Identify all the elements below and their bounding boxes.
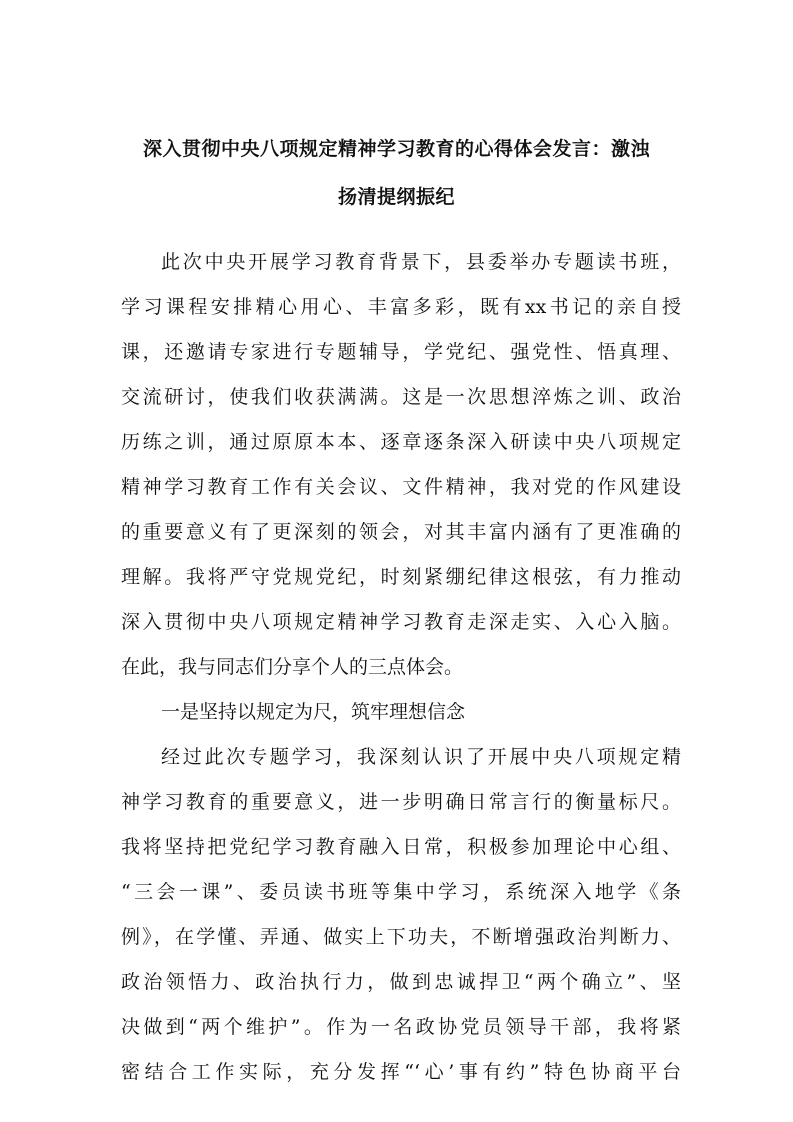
paragraph-line: 交流研讨，使我们收获满满。这是一次思想淬炼之训、政治 (121, 386, 681, 408)
paragraph-line: 我将坚持把党纪学习教育融入日常，积极参加理论中心组、 (121, 836, 681, 858)
paragraph-line: 历练之训，通过原原本本、逐章逐条深入研读中央八项规定 (121, 431, 681, 453)
paragraph-line: 神学习教育的重要意义，进一步明确日常言行的衡量标尺。 (121, 791, 681, 813)
paragraph-line: 政治领悟力、政治执行力，做到忠诚捍卫“两个确立”、坚 (121, 971, 681, 993)
paragraph-line: 深入贯彻中央八项规定精神学习教育走深走实、入心入脑。 (121, 611, 681, 633)
paragraph-line: 决做到“两个维护”。作为一名政协党员领导干部，我将紧 (121, 1016, 681, 1038)
paragraph-line: 密结合工作实际，充分发挥“‘心’事有约”特色协商平台 (121, 1061, 681, 1083)
paragraph-line: 课，还邀请专家进行专题辅导，学党纪、强党性、悟真理、 (121, 341, 681, 363)
section-heading: 一是坚持以规定为尺，筑牢理想信念 (161, 701, 466, 723)
paragraph-line: “三会一课”、委员读书班等集中学习，系统深入地学《条 (121, 881, 681, 903)
document-title-line-2: 扬清提纲振纪 (337, 186, 455, 208)
paragraph-line: 在此，我与同志们分享个人的三点体会。 (121, 656, 464, 678)
paragraph-line: 精神学习教育工作有关会议、文件精神，我对党的作风建设 (121, 476, 681, 498)
paragraph-line: 此次中央开展学习教育背景下，县委举办专题读书班， (161, 251, 681, 273)
paragraph-line: 学习课程安排精心用心、丰富多彩，既有xx书记的亲自授 (121, 296, 681, 318)
paragraph-line: 的重要意义有了更深刻的领会，对其丰富内涵有了更准确的 (121, 521, 681, 543)
paragraph-line: 理解。我将严守党规党纪，时刻紧绷纪律这根弦，有力推动 (121, 566, 681, 588)
document-title-line-1: 深入贯彻中央八项规定精神学习教育的心得体会发言：激浊 (142, 138, 650, 160)
paragraph-line: 例》，在学懂、弄通、做实上下功夫，不断增强政治判断力、 (121, 926, 681, 948)
paragraph-line: 经过此次专题学习，我深刻认识了开展中央八项规定精 (161, 746, 681, 768)
